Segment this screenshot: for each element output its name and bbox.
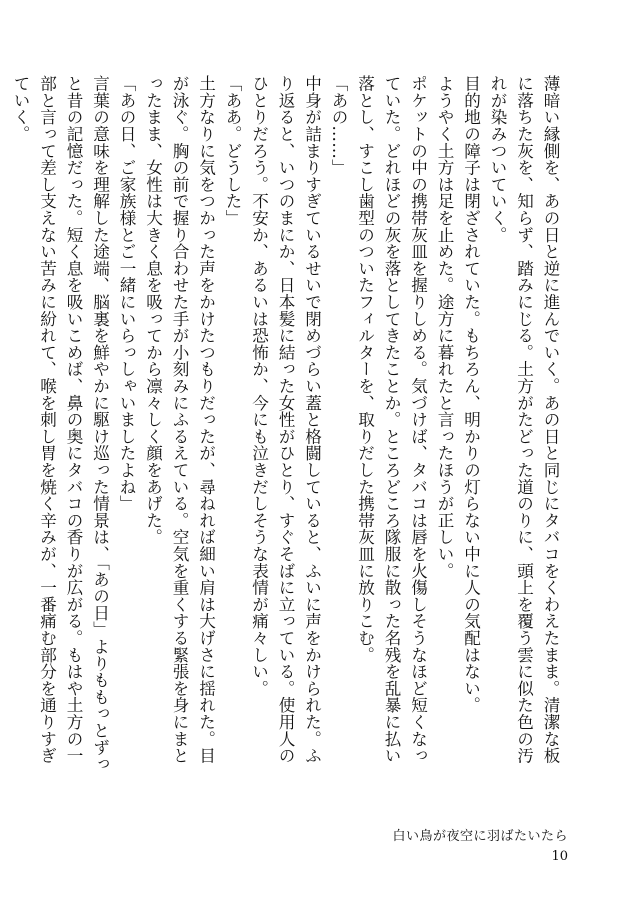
paragraph-6: 中身が詰まりすぎているせいで閉めづらい蓋と格闘していると、ふいに声をかけられた。ふり返ると、いつのまにか、日本髪に結った女性がひとり、すぐそばに立っている。使用人のひとりだろう。不安か、あるいは恐怖か、今にも泣きだしそうな表情が痛々しい。 (249, 75, 322, 764)
paragraph-7: 「ああ。どうした」 (223, 75, 242, 227)
paragraph-4: ポケットの中の携帯灰皿を握りしめる。気づけば、タバコは唇を火傷しそうなほど短くなっていた。どれほどの灰を落としてきたことか。ところどころ隊服に散った名残を乱暴に払い落とし、すこし歯型のついたフィルターを、取りだした携帯灰皿に放りこむ。 (355, 75, 428, 764)
paragraph-1: 薄暗い縁側を、あの日と逆に進んでいく。あの日と同じにタバコをくわえたまま。清潔な板に落ちた灰を、知らず、踏みにじる。土方がたどった道のりに、頭上を覆う雲に似た色の汚れが染みついていく。 (488, 75, 560, 764)
paragraph-5: 「あの……」 (329, 75, 348, 176)
paragraph-10: 言葉の意味を理解した途端、脳裏を鮮やかに駆け巡った情景は、「あの日」よりももっとずっと昔の記憶だった。短く息を吸いこめば、鼻の奥にタバコの香りが広がる。もはや土方の一部と言って差し支えない苦みに紛れて、喉を刺し胃を焼く辛みが、一番痛む部分を通りすぎていく。 (11, 75, 110, 773)
page-number: 10 (551, 849, 568, 864)
paragraph-2: 目的地の障子は閉ざされていた。もちろん、明かりの灯らない中に人の気配はない。 (461, 75, 481, 714)
paragraph-9: 「あの日、ご家族様とご一緒にいらっしゃいましたよね」 (117, 75, 136, 512)
body-text (11, 75, 563, 775)
paragraph-8: 土方なりに気をつかった声をかけたつもりだったが、尋ねれば細い肩は大げさに揺れた。目が泳ぐ。胸の前で握り合わせた手が小刻みにふるえている。空気を重くする緊張を身にまとったまま、女性は大きく息を吸ってから凛々しく顔をあげた。 (143, 75, 216, 764)
paragraph-3: ようやく土方は足を止めた。途方に暮れたと言ったほうが正しい。 (435, 75, 454, 579)
running-title: 白い鳥が夜空に羽ばたいたら (392, 829, 568, 844)
